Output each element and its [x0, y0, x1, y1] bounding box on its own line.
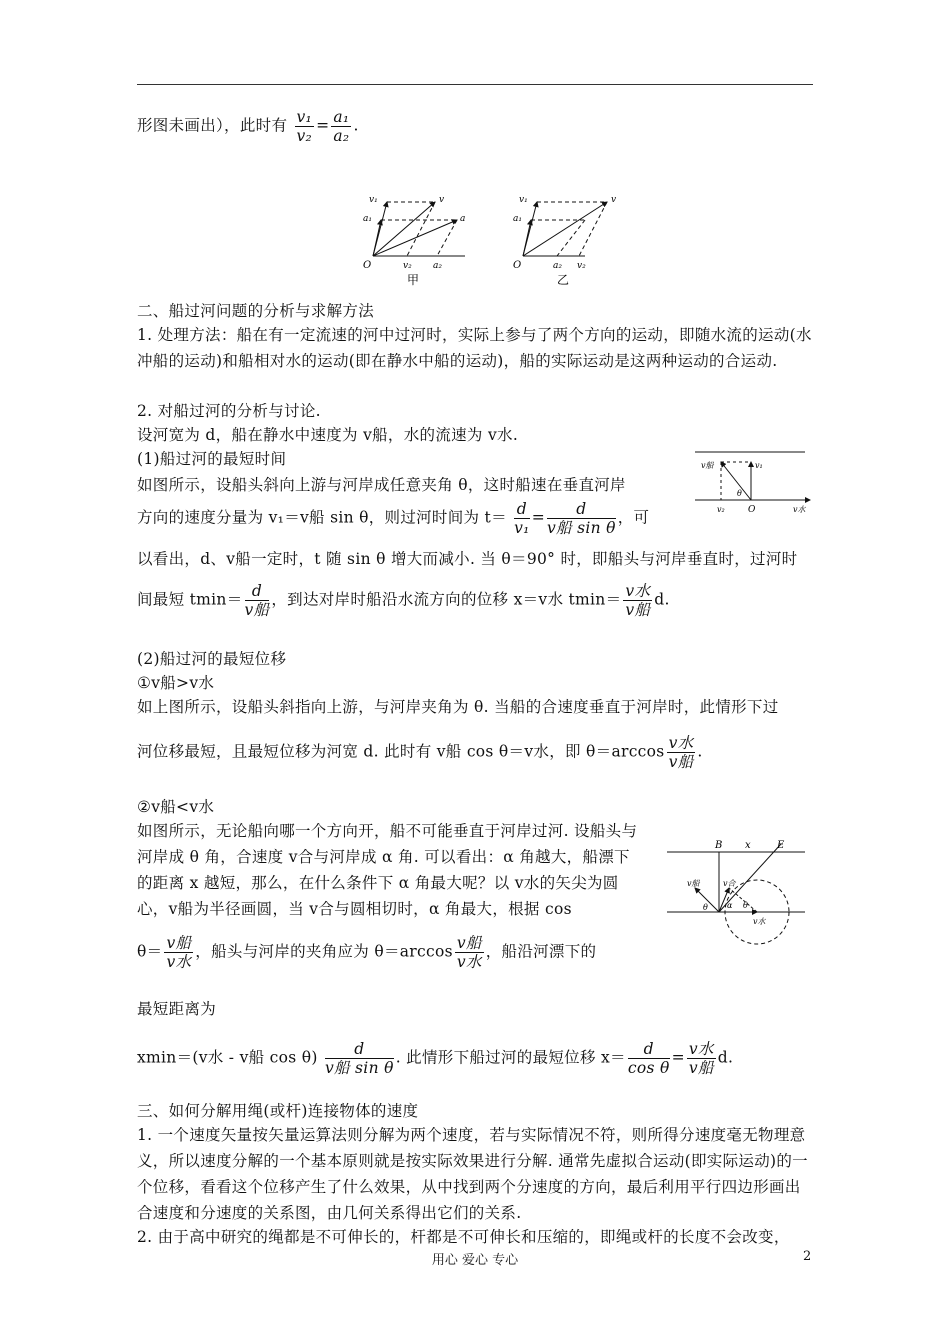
fig2-label-v1: v₁ — [755, 461, 763, 470]
fig2-label-o: O — [748, 505, 756, 515]
footer-motto: 用心 爱心 专心 — [431, 1253, 519, 1268]
paragraph-angle: 如图所示，设船头斜向上游与河岸成任意夹角 θ，这时船速在垂直河岸 — [137, 476, 626, 494]
case-two-label: ②v船<v水 — [137, 798, 215, 816]
fraction-vwater-vboat-3: $\frac{\text{v水}}{\text{v船}}$ — [688, 1040, 714, 1077]
fraction-a1-a2: $\frac{\text{a₁}}{\text{a₂}}$ — [333, 108, 350, 145]
section2-title: 二、船过河问题的分析与求解方法 — [137, 302, 375, 320]
fraction-vwater-vboat: $\frac{\text{v水}}{\text{v船}}$ — [625, 582, 651, 619]
fig2-label-theta: θ — [737, 489, 742, 498]
fraction-vboat-vwater-2: $\frac{\text{v船}}{\text{v水}}$ — [456, 934, 482, 971]
tmin-line: 间最短 tmin＝ $\frac{d}{\text{v船}}$ ，到达对岸时船沿水流方向的位移 x＝v水 tmin＝ $\frac{\text{v水}}{\text{v船}}$ d. — [137, 582, 670, 619]
fig1-label-v: v — [439, 195, 445, 205]
cos-line: θ＝ $\frac{\text{v船}}{\text{v水}}$ ，船头与河岸的夹角应为 θ＝arccos $\frac{\text{v船}}{\text{v水}}$ ，船沿河漂下的 — [137, 934, 597, 971]
top-text: 形图未画出），此时有 — [137, 116, 288, 135]
min-distance-label: 最短距离为 — [137, 1000, 217, 1018]
fraction-d-vsin-2: $\frac{d}{\text{v船 sin θ}}$ — [324, 1040, 394, 1077]
paragraph-rope: 2. 由于高中研究的绳都是不可伸长的，杆都是不可伸长和压缩的，即绳或杆的长度不会改变， — [137, 1228, 790, 1246]
fig1-label-a2: a₂ — [433, 261, 442, 271]
section3-title: 三、如何分解用绳(或杆)连接物体的速度 — [137, 1102, 419, 1120]
fig1-right-v2: v₂ — [577, 261, 586, 271]
fraction-d-cos: $\frac{d}{\text{cos θ}}$ — [627, 1040, 670, 1077]
fraction-v1-v2: $\frac{\text{v₁}}{\text{v₂}}$ — [296, 108, 313, 145]
fig3-label-vwater: v水 — [753, 917, 766, 926]
paragraph-analysis: 2. 对船过河的分析与讨论. — [137, 402, 321, 420]
paragraph-case-one: 如上图所示，设船头斜指向上游，与河岸夹角为 θ. 当船的合速度垂直于河岸时，此情形下过 — [137, 698, 779, 716]
fig1-caption-left: 甲 — [407, 273, 420, 287]
fig1-right-o: O — [513, 260, 522, 271]
fraction-d-vboat: $\frac{d}{\text{v船}}$ — [244, 582, 270, 619]
fig1-label-v1: v₁ — [369, 195, 378, 205]
fig3-label-b: B — [715, 840, 723, 851]
arccos-line: 河位移最短，且最短位移为河宽 d. 此时有 v船 cos θ＝v水，即 θ＝arccos $\frac{\text{v水}}{\text{v船}}$ . — [137, 734, 703, 771]
fig1-label-o: O — [363, 260, 372, 271]
river-time-figure — [695, 448, 815, 518]
page-number: 2 — [803, 1249, 812, 1264]
fig1-right-a2: a₂ — [553, 261, 562, 271]
heading-shortest-displacement: (2)船过河的最短位移 — [137, 650, 287, 668]
fig2-label-vwater: v水 — [793, 505, 806, 514]
fig1-label-a1: a₁ — [363, 214, 372, 224]
heading-shortest-time: (1)船过河的最短时间 — [137, 450, 287, 468]
fig3-label-x: x — [745, 840, 751, 851]
parallelogram-figure — [345, 188, 635, 288]
fig2-label-vboat: v船 — [701, 461, 714, 470]
top-line: 形图未画出），此时有 $\frac{\text{v₁}}{\text{v₂}}$ = $\frac{\text{a₁}}{\text{a₂}}$ . — [137, 108, 359, 145]
fig3-label-vsum: v合 — [723, 879, 736, 888]
fig3-label-theta: θ — [703, 903, 708, 912]
header-rule — [137, 84, 813, 85]
xmin-line: xmin＝(v水 - v船 cos θ) $\frac{d}{\text{v船 sin θ}}$ . 此情形下船过河的最短位移 x＝ $\frac{d}{\text{cos θ}}$ = $\frac{\text{v水}}{\text{v船}}$ d. — [137, 1040, 734, 1077]
fraction-d-vsin: $\frac{d}{\text{v船 sin θ}}$ — [547, 500, 616, 537]
fig1-right-v: v — [611, 195, 617, 205]
paragraph-decompose: 1. 一个速度矢量按矢量运算法则分解为两个速度，若与实际情况不符，则所得分速度毫无物理意义，所以速度分解的一个基本原则就是按实际效果进行分解. 通常先虚拟合运动(即实际运动)的一个位移，看看这个位移产生了什么效果，从中找到两个分速度的方向，最后利用平行四边形画出合速度和分速度的关系图，由几何关系得出它们的关系. — [137, 1126, 808, 1222]
fig3-label-alpha: α — [727, 901, 733, 910]
fig3-label-vboat: v船 — [687, 879, 700, 888]
case-one-label: ①v船>v水 — [137, 674, 215, 692]
fig1-label-a: a — [460, 214, 466, 224]
fig2-label-v2: v₂ — [717, 505, 725, 514]
paragraph-sin: 以看出，d、v船一定时，t 随 sin θ 增大而减小. 当 θ＝90° 时，即船头与河岸垂直时，过河时 — [137, 550, 798, 568]
paragraph-case-two: 如图所示，无论船向哪一个方向开，船不可能垂直于河岸过河. 设船头与河岸成 θ 角，合速度 v合与河岸成 α 角. 可以看出：α 角越大，船漂下的距离 x 越短，那么，在什么条件下 α 角最大呢？以 v水的矢尖为圆心，v船为半径画圆，当 v合与圆相切时，α 角最大，根据 cos — [137, 822, 638, 918]
time-formula-line: 方向的速度分量为 v₁＝v船 sin θ，则过河时间为 t＝ $\frac{d}{\text{v₁}}$ = $\frac{d}{\text{v船 sin θ}}$ ，可 — [137, 500, 650, 537]
river-displacement-figure — [665, 836, 815, 956]
fig1-caption-right: 乙 — [557, 273, 570, 287]
fig1-label-v2: v₂ — [403, 261, 412, 271]
paragraph-method: 1. 处理方法：船在有一定流速的河中过河时，实际上参与了两个方向的运动，即随水流的运动(水冲船的运动)和船相对水的运动(即在静水中船的运动)，船的实际运动是这两种运动的合运动. — [137, 326, 812, 370]
paragraph-width: 设河宽为 d，船在静水中速度为 v船，水的流速为 v水. — [137, 426, 519, 444]
fraction-vboat-vwater: $\frac{\text{v船}}{\text{v水}}$ — [166, 934, 192, 971]
fig3-label-theta2: θ — [743, 901, 748, 910]
fraction-vwater-vboat-2: $\frac{\text{v水}}{\text{v船}}$ — [668, 734, 694, 771]
fig1-right-v1: v₁ — [519, 195, 528, 205]
fig1-right-a1: a₁ — [513, 214, 522, 224]
fraction-d-v1: $\frac{d}{\text{v₁}}$ — [514, 500, 530, 537]
fig3-label-e: E — [777, 840, 785, 851]
